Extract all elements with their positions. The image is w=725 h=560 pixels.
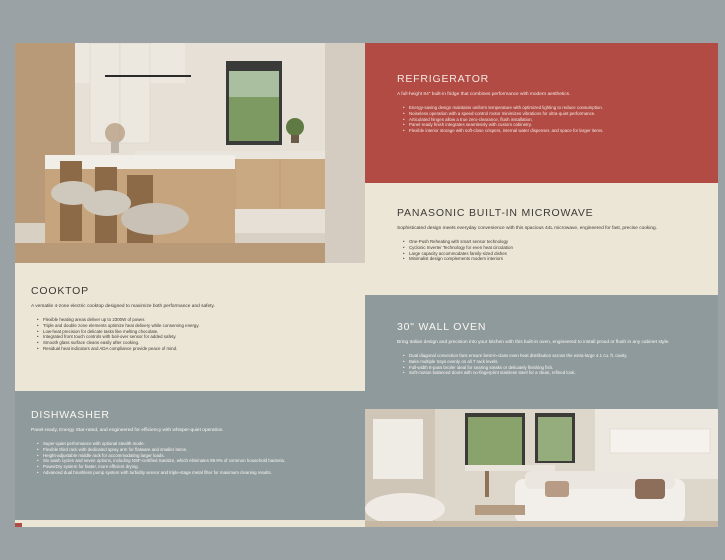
list-item: • Energy-saving design maintains uniform temperature with optimized lighting to reduce consumption. <box>409 105 686 111</box>
bottom-stripe <box>15 520 365 527</box>
list-item: • Soft-motion balanced doors with no-fingerprint stainless steel for a clean, refined look. <box>409 370 686 376</box>
brochure-page <box>15 43 718 527</box>
list-item: • Super-quiet performance with optional stealth mode. <box>43 441 349 447</box>
dishwasher-title: DISHWASHER <box>31 409 110 421</box>
microwave-section <box>365 183 718 295</box>
list-item: • Advanced dual brushless pump system with turbidity sensor and triple-stage metal filter for maximum cleaning results. <box>43 470 349 476</box>
microwave-features <box>397 239 686 262</box>
list-item: • Residual heat indicators and ADA compliance provide peace of mind. <box>43 346 349 352</box>
list-item: • PowerDry system for faster, more efficient drying. <box>43 464 349 470</box>
list-item: • Large capacity accommodates family-sized dishes <box>409 251 686 257</box>
microwave-intro: Sophisticated design meets everyday convenience with this spacious 44L microwave, engineered for fast, precise cooking. <box>397 226 658 231</box>
list-item: • Bake multiple trays evenly on all 7 rack levels. <box>409 359 686 365</box>
list-item: • Flexible interior storage with soft-close crispers, internal water dispenser, and space for larger items. <box>409 128 686 134</box>
refrigerator-intro: A full-height 84" built-in fridge that combines performance with modern aesthetics. <box>397 92 571 97</box>
list-item: • Noiseless operation with a speed-control motor minimizes vibrations for ultra-quiet performance. <box>409 111 686 117</box>
wall-oven-features <box>397 353 686 376</box>
cooktop-title: COOKTOP <box>31 285 89 297</box>
list-item: • Six wash cycles and seven options, including NSF-certified Sanitize, which eliminates 99.9% of common household bacteria. <box>43 458 349 464</box>
kitchen-photo <box>15 43 365 263</box>
wall-oven-section <box>365 295 718 409</box>
microwave-title: PANASONIC BUILT-IN MICROWAVE <box>397 207 594 219</box>
living-room-photo <box>365 409 718 527</box>
wall-oven-intro: Bring Italian design and precision into your kitchen with this built-in oven, engineered to install proud or flush in any cabinet style. <box>397 340 670 345</box>
list-item: • One-Push Reheating with smart sensor technology <box>409 239 686 245</box>
cooktop-features <box>31 317 349 352</box>
list-item: • Triple and double zone elements optimize heat delivery while conserving energy. <box>43 323 349 329</box>
kitchen-illustration <box>15 43 365 263</box>
refrigerator-section <box>365 43 718 183</box>
list-item: • Full-width 8-pass broiler ideal for searing steaks or delicately finishing fish. <box>409 365 686 371</box>
list-item: • Panel-ready finish integrates seamlessly with custom cabinetry. <box>409 122 686 128</box>
list-item: • Dual diagonal convection fans ensure best-in-class even heat distribution across the extra-large 4.1 cu. ft. cavity. <box>409 353 686 359</box>
list-item: • Low-heat precision for delicate tasks like melting chocolate. <box>43 329 349 335</box>
list-item: • Flexible third rack with dedicated spray arm for flatware and smaller items. <box>43 447 349 453</box>
list-item: • Cyclonic Inverter Technology for even heat circulation <box>409 245 686 251</box>
list-item: • Articulated hinges allow a true zero-clearance, flush installation. <box>409 117 686 123</box>
list-item: • Integrated front touch controls with boil-over sensor for added safety. <box>43 334 349 340</box>
cooktop-section <box>15 263 365 391</box>
list-item: • Height-adjustable middle rack for accommodating larger loads. <box>43 453 349 459</box>
wall-oven-title: 30" WALL OVEN <box>397 321 487 333</box>
dishwasher-features <box>31 441 349 476</box>
dishwasher-section <box>15 391 365 527</box>
accent-mark <box>15 523 22 527</box>
living-room-illustration <box>365 409 718 527</box>
cooktop-intro: A versatile 4-zone electric cooktop designed to maximize both performance and safety. <box>31 304 215 309</box>
list-item: • Minimalist design complements modern interiors <box>409 256 686 262</box>
list-item: • Smooth glass surface cleans easily after cooking. <box>43 340 349 346</box>
dishwasher-intro: Panel-ready, Energy Star-rated, and engineered for efficiency with whisper-quiet operation. <box>31 428 224 433</box>
list-item: • Flexible heating areas deliver up to 2300W of power. <box>43 317 349 323</box>
refrigerator-title: REFRIGERATOR <box>397 73 490 85</box>
refrigerator-features <box>397 105 686 134</box>
